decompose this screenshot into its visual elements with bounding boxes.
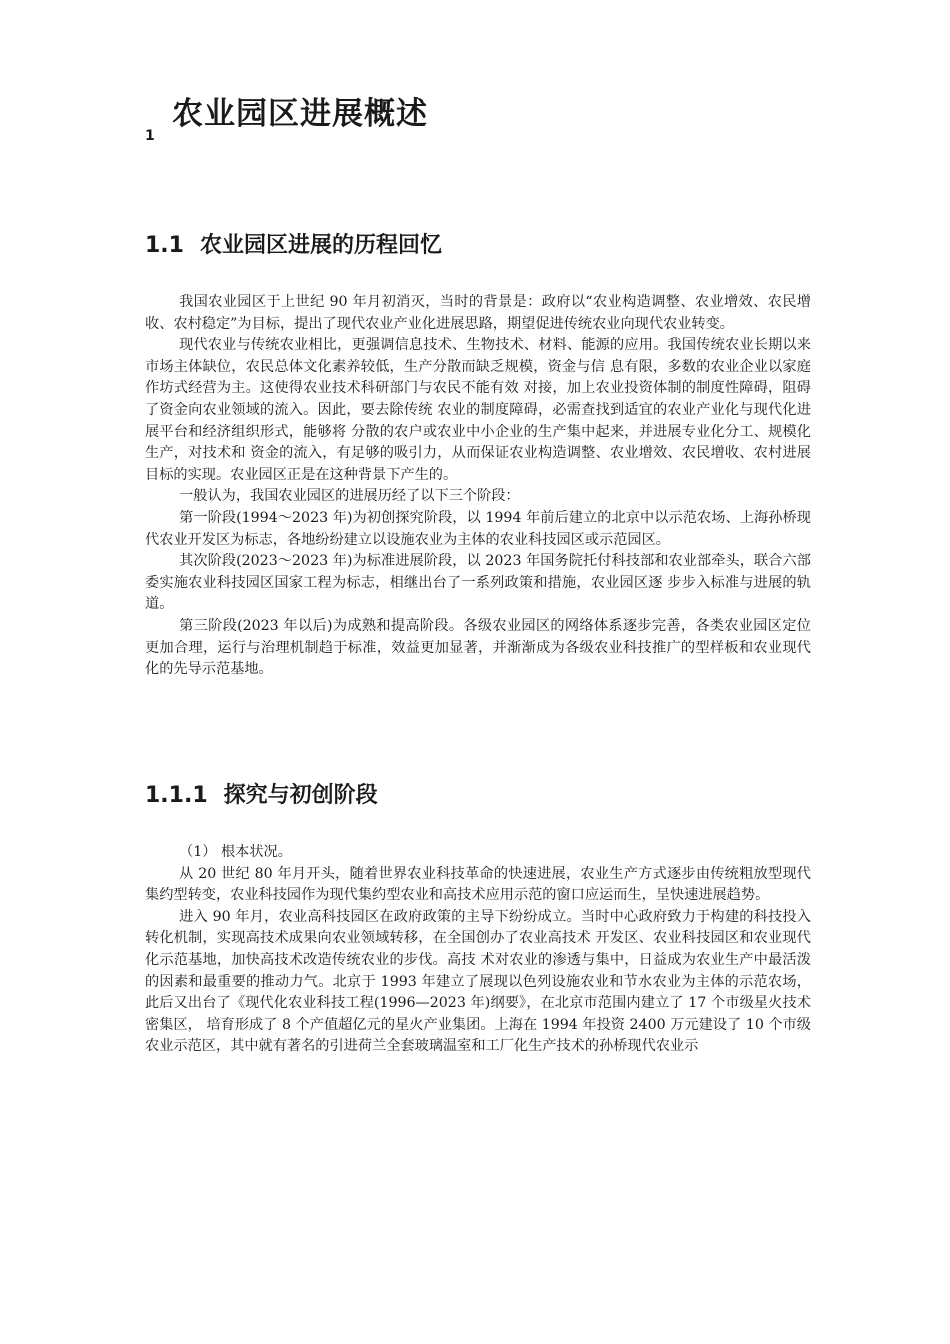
section-1-1-body [145,292,811,681]
paragraph: 现代农业与传统农业相比，更强调信息技术、生物技术、材料、能源的应用。我国传统农业长期以来市场主体缺位，农民总体文化素养较低，生产分散而缺乏规模，资金与信 息有限，多数的农业企业以家庭作坊式经营为主。这使得农业技术科研部门与农民不能有效 对接，加上农业投资体制的制度性障碍，阻碍了资金向农业领域的流入。因此，要去除传统 农业的制度障碍，必需查找到适宜的农业产业化与现代化进展平台和经济组织形式，能够将 分散的农户或农业中小企业的生产集中起来，并进展专业化分工、规模化生产，对技术和 资金的流入，有足够的吸引力，从而保证农业构造调整、农业增效、农民增收、农村进展目标的实现。农业园区正是在这种背景下产生的。 [145,337,811,483]
subsection-title: 探究与初创阶段 [223,783,378,808]
section-1-1-1-body [145,842,811,1058]
paragraph: 我国农业园区于上世纪 90 年月初消灭，当时的背景是：政府以“农业构造调整、农业增效、农民增收、农村稳定”为目标，提出了现代农业产业化进展思路，期望促进传统农业向现代农业转变。 [145,294,811,332]
section-number: 1.1 [145,233,184,258]
paragraph: 从 20 世纪 80 年月开头，随着世界农业科技革命的快速进展，农业生产方式逐步由传统粗放型现代集约型转变，农业科技园作为现代集约型农业和高技术应用示范的窗口应运而生，呈快速进展趋势。 [145,865,811,904]
section-heading-1-1-1 [145,778,378,809]
section-title: 农业园区进展的历程回忆 [199,233,442,258]
section-heading-1-1 [145,228,442,259]
chapter-number: 1 [145,128,155,144]
paragraph: 第一阶段(1994～2023 年)为初创探究阶段，以 1994 年前后建立的北京中以示范农场、上海孙桥现代农业开发区为标志，各地纷纷建立以设施农业为主体的农业科技园区或示范园区。 [145,509,811,548]
paragraph: 进入 90 年月，农业高科技园区在政府政策的主导下纷纷成立。当时中心政府致力于构建的科技投入转化机制，实现高技术成果向农业领域转移，在全国创办了农业高技术 开发区、农业科技园区和农业现代化示范基地，加快高技术改造传统农业的步伐。高技 术对农业的渗透与集中，日益成为农业生产中最活泼的因素和最重要的推动力气。北京于 1993 年建立了展现以色列设施农业和节水农业为主体的示范农场，此后又出台了《现代化农业科技工程(1996—2023 年)纲要》，在北京市范围内建立了 17 个市级星火技术密集区， 培育形成了 8 个产值超亿元的星火产业集团。上海在 1994 年投资 2400 万元建设了 10 个市级农业示范区，其中就有著名的引进荷兰全套玻璃温室和工厂化生产技术的孙桥现代农业示 [145,908,811,1055]
chapter-title: 农业园区进展概述 [172,96,428,132]
paragraph: 一般认为，我国农业园区的进展历经了以下三个阶段： [179,488,520,505]
paragraph: （1） 根本状况。 [179,844,292,860]
paragraph: 第三阶段(2023 年以后)为成熟和提高阶段。各级农业园区的网络体系逐步完善，各类农业园区定位更加合理，运行与治理机制趋于标准，效益更加显著，并渐渐成为各级农业科技推广的型样板和农业现代化的先导示范基地。 [145,617,811,678]
paragraph: 其次阶段(2023～2023 年)为标准进展阶段，以 2023 年国务院托付科技部和农业部牵头，联合六部委实施农业科技园区国家工程为标志，相继出台了一系列政策和措施，农业园区逐 步步入标准与进展的轨道。 [145,553,811,613]
subsection-number: 1.1.1 [145,783,208,808]
